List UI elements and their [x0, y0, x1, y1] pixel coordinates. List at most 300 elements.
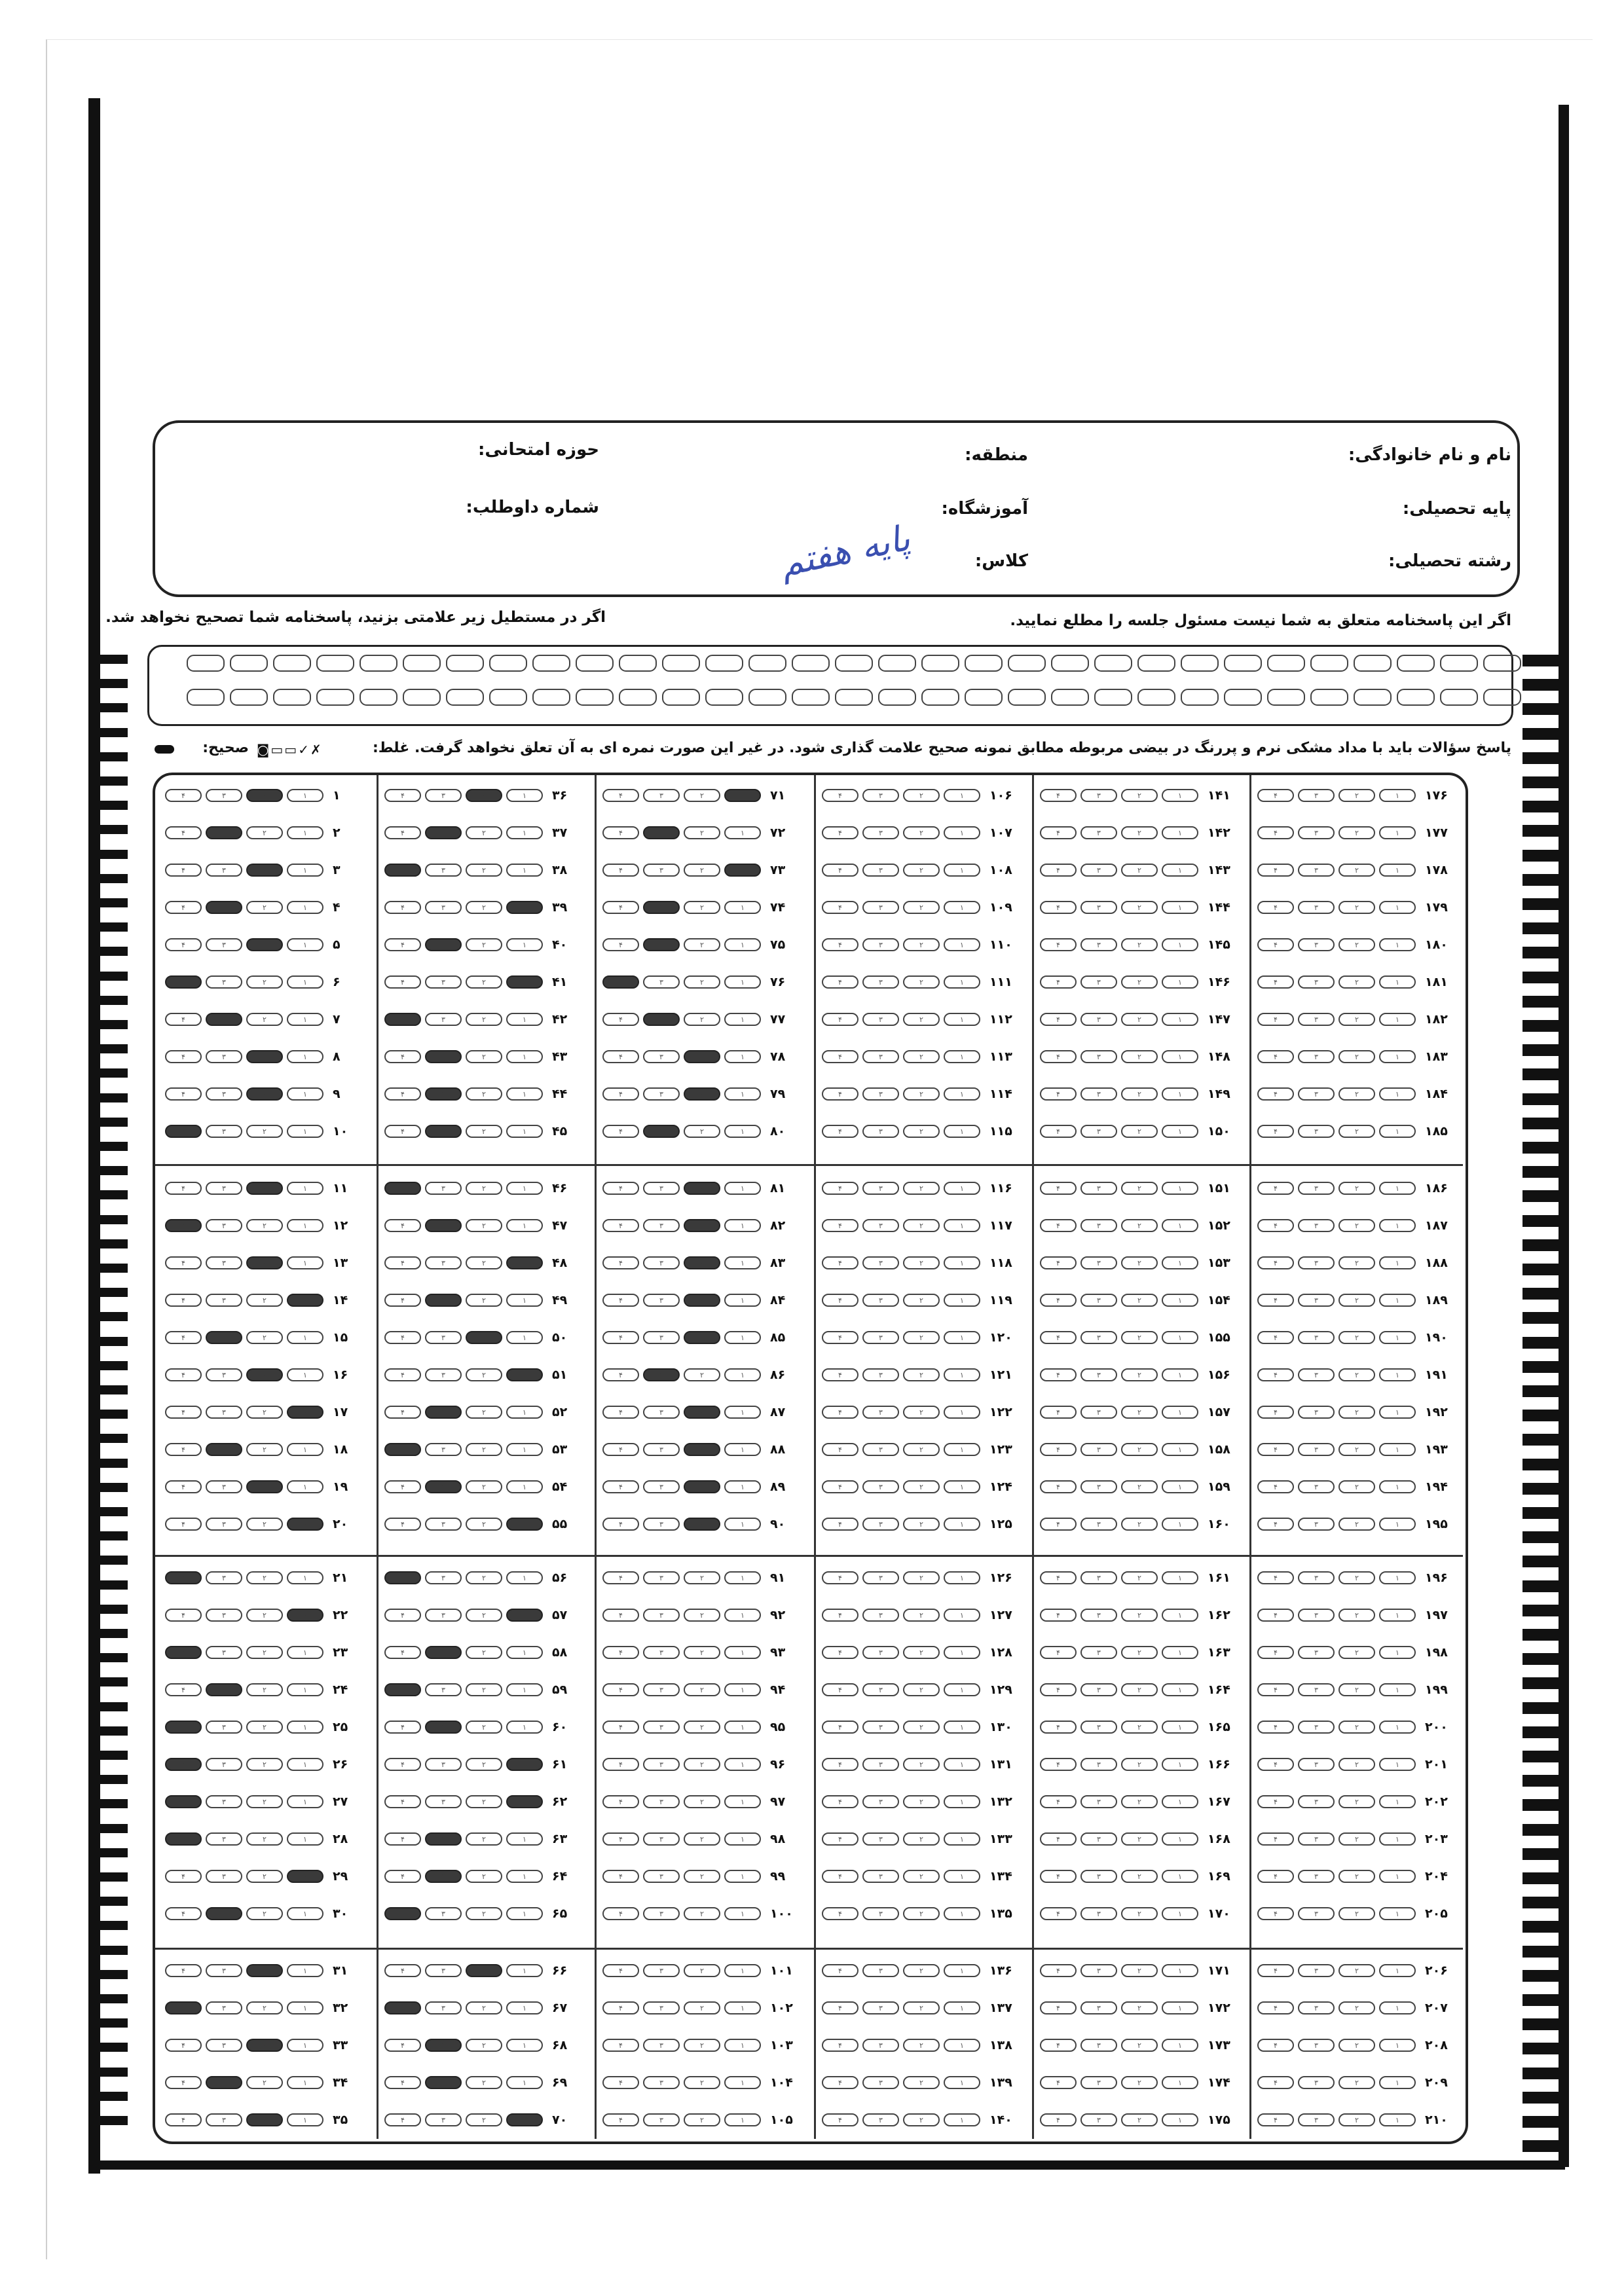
answer-bubble-option-1[interactable]: ۱	[944, 1907, 980, 1920]
answer-bubble-option-2[interactable]: ۲	[903, 1294, 940, 1307]
answer-bubble-option-4[interactable]: ۴	[1257, 1683, 1294, 1696]
answer-bubble-option-2[interactable]: ۲	[684, 789, 720, 802]
answer-bubble-option-3[interactable]: ۳	[862, 2039, 899, 2052]
answer-bubble-option-3[interactable]: ۳	[1080, 826, 1117, 839]
answer-bubble-option-2[interactable]: ۲	[466, 1480, 502, 1493]
answer-bubble-option-2[interactable]: ۲	[466, 1758, 502, 1771]
void-mark-bubble[interactable]	[1310, 689, 1348, 706]
answer-bubble-option-3[interactable]: ۳	[862, 864, 899, 877]
answer-bubble-option-1[interactable]: ۱	[944, 1087, 980, 1101]
answer-bubble-option-4[interactable]: ۴	[1257, 1758, 1294, 1771]
answer-bubble-option-3[interactable]: ۳	[425, 1219, 462, 1232]
answer-bubble-option-4[interactable]: ۴	[165, 1758, 202, 1771]
answer-bubble-option-1[interactable]: ۱	[1162, 789, 1198, 802]
answer-bubble-option-3[interactable]: ۳	[1080, 2039, 1117, 2052]
answer-bubble-option-1[interactable]: ۱	[287, 864, 323, 877]
answer-bubble-option-3[interactable]: ۳	[643, 1795, 680, 1808]
answer-bubble-option-2[interactable]: ۲	[466, 1087, 502, 1101]
answer-bubble-option-4[interactable]: ۴	[384, 1219, 421, 1232]
answer-bubble-option-3[interactable]: ۳	[206, 1870, 242, 1883]
answer-bubble-option-4[interactable]: ۴	[1257, 1256, 1294, 1269]
answer-bubble-option-1[interactable]: ۱	[724, 1795, 761, 1808]
answer-bubble-option-1[interactable]: ۱	[1379, 2001, 1416, 2014]
answer-bubble-option-4[interactable]: ۴	[1257, 1907, 1294, 1920]
answer-bubble-option-4[interactable]: ۴	[1257, 938, 1294, 951]
answer-bubble-option-3[interactable]: ۳	[1298, 1795, 1335, 1808]
answer-bubble-option-4[interactable]: ۴	[1257, 1721, 1294, 1734]
answer-bubble-option-2[interactable]: ۲	[684, 864, 720, 877]
answer-bubble-option-2[interactable]: ۲	[246, 938, 283, 951]
answer-bubble-option-4[interactable]: ۴	[165, 789, 202, 802]
answer-bubble-option-2[interactable]: ۲	[1338, 1331, 1375, 1344]
answer-bubble-option-2[interactable]: ۲	[1338, 938, 1375, 951]
answer-bubble-option-3[interactable]: ۳	[643, 1013, 680, 1026]
answer-bubble-option-2[interactable]: ۲	[246, 1832, 283, 1846]
answer-bubble-option-3[interactable]: ۳	[643, 2076, 680, 2089]
answer-bubble-option-4[interactable]: ۴	[822, 1907, 858, 1920]
answer-bubble-option-3[interactable]: ۳	[1298, 1219, 1335, 1232]
void-mark-bubble[interactable]	[532, 689, 570, 706]
answer-bubble-option-2[interactable]: ۲	[1121, 1721, 1158, 1734]
answer-bubble-option-1[interactable]: ۱	[506, 2001, 543, 2014]
answer-bubble-option-2[interactable]: ۲	[466, 2076, 502, 2089]
answer-bubble-option-3[interactable]: ۳	[862, 1609, 899, 1622]
answer-bubble-option-3[interactable]: ۳	[425, 975, 462, 989]
answer-bubble-option-4[interactable]: ۴	[1040, 975, 1077, 989]
answer-bubble-option-3[interactable]: ۳	[206, 1368, 242, 1381]
answer-bubble-option-1[interactable]: ۱	[944, 1256, 980, 1269]
answer-bubble-option-4[interactable]: ۴	[822, 1294, 858, 1307]
answer-bubble-option-2[interactable]: ۲	[1121, 1331, 1158, 1344]
answer-bubble-option-3[interactable]: ۳	[1080, 1907, 1117, 1920]
answer-bubble-option-4[interactable]: ۴	[165, 1609, 202, 1622]
answer-bubble-option-3[interactable]: ۳	[643, 1219, 680, 1232]
answer-bubble-option-4[interactable]: ۴	[1040, 1443, 1077, 1456]
void-mark-bubble[interactable]	[446, 689, 484, 706]
void-mark-bubble[interactable]	[230, 655, 268, 672]
answer-bubble-option-1[interactable]: ۱	[1162, 1832, 1198, 1846]
answer-bubble-option-4[interactable]: ۴	[165, 975, 202, 989]
answer-bubble-option-1[interactable]: ۱	[724, 1721, 761, 1734]
answer-bubble-option-4[interactable]: ۴	[384, 826, 421, 839]
answer-bubble-option-3[interactable]: ۳	[206, 1646, 242, 1659]
answer-bubble-option-2[interactable]: ۲	[1121, 1125, 1158, 1138]
answer-bubble-option-1[interactable]: ۱	[724, 2113, 761, 2126]
answer-bubble-option-3[interactable]: ۳	[643, 1480, 680, 1493]
answer-bubble-option-2[interactable]: ۲	[903, 1087, 940, 1101]
answer-bubble-option-3[interactable]: ۳	[425, 1480, 462, 1493]
answer-bubble-option-4[interactable]: ۴	[822, 1870, 858, 1883]
answer-bubble-option-2[interactable]: ۲	[684, 1907, 720, 1920]
answer-bubble-option-3[interactable]: ۳	[206, 826, 242, 839]
answer-bubble-option-2[interactable]: ۲	[684, 1795, 720, 1808]
answer-bubble-option-2[interactable]: ۲	[466, 826, 502, 839]
answer-bubble-option-3[interactable]: ۳	[1080, 1182, 1117, 1195]
answer-bubble-option-4[interactable]: ۴	[1040, 789, 1077, 802]
answer-bubble-option-2[interactable]: ۲	[1121, 1443, 1158, 1456]
answer-bubble-option-3[interactable]: ۳	[643, 2039, 680, 2052]
answer-bubble-option-3[interactable]: ۳	[1080, 1050, 1117, 1063]
answer-bubble-option-1[interactable]: ۱	[1379, 1182, 1416, 1195]
answer-bubble-option-4[interactable]: ۴	[822, 1125, 858, 1138]
answer-bubble-option-2[interactable]: ۲	[684, 1721, 720, 1734]
answer-bubble-option-1[interactable]: ۱	[506, 975, 543, 989]
answer-bubble-option-4[interactable]: ۴	[822, 1571, 858, 1584]
answer-bubble-option-1[interactable]: ۱	[1379, 2076, 1416, 2089]
answer-bubble-option-2[interactable]: ۲	[466, 1050, 502, 1063]
answer-bubble-option-2[interactable]: ۲	[246, 1182, 283, 1195]
answer-bubble-option-1[interactable]: ۱	[287, 1294, 323, 1307]
answer-bubble-option-2[interactable]: ۲	[246, 975, 283, 989]
answer-bubble-option-3[interactable]: ۳	[862, 2113, 899, 2126]
answer-bubble-option-1[interactable]: ۱	[944, 1832, 980, 1846]
answer-bubble-option-1[interactable]: ۱	[944, 938, 980, 951]
answer-bubble-option-3[interactable]: ۳	[862, 1480, 899, 1493]
answer-bubble-option-3[interactable]: ۳	[206, 1219, 242, 1232]
answer-bubble-option-1[interactable]: ۱	[944, 1518, 980, 1531]
answer-bubble-option-4[interactable]: ۴	[822, 1646, 858, 1659]
void-mark-bubble[interactable]	[230, 689, 268, 706]
answer-bubble-option-4[interactable]: ۴	[602, 901, 639, 914]
answer-bubble-option-4[interactable]: ۴	[1040, 1406, 1077, 1419]
answer-bubble-option-3[interactable]: ۳	[206, 1683, 242, 1696]
answer-bubble-option-3[interactable]: ۳	[643, 1907, 680, 1920]
answer-bubble-option-3[interactable]: ۳	[206, 864, 242, 877]
answer-bubble-option-3[interactable]: ۳	[206, 1087, 242, 1101]
answer-bubble-option-1[interactable]: ۱	[724, 1013, 761, 1026]
answer-bubble-option-4[interactable]: ۴	[1040, 1256, 1077, 1269]
answer-bubble-option-1[interactable]: ۱	[287, 826, 323, 839]
answer-bubble-option-4[interactable]: ۴	[165, 1182, 202, 1195]
answer-bubble-option-1[interactable]: ۱	[944, 1294, 980, 1307]
answer-bubble-option-2[interactable]: ۲	[246, 1050, 283, 1063]
void-mark-bubble[interactable]	[921, 689, 959, 706]
answer-bubble-option-3[interactable]: ۳	[206, 938, 242, 951]
answer-bubble-option-1[interactable]: ۱	[506, 1443, 543, 1456]
answer-bubble-option-4[interactable]: ۴	[1257, 1219, 1294, 1232]
answer-bubble-option-3[interactable]: ۳	[425, 1518, 462, 1531]
answer-bubble-option-1[interactable]: ۱	[1379, 1609, 1416, 1622]
answer-bubble-option-3[interactable]: ۳	[643, 1256, 680, 1269]
answer-bubble-option-2[interactable]: ۲	[903, 2001, 940, 2014]
answer-bubble-option-4[interactable]: ۴	[602, 1571, 639, 1584]
answer-bubble-option-1[interactable]: ۱	[1162, 1368, 1198, 1381]
answer-bubble-option-4[interactable]: ۴	[602, 1646, 639, 1659]
answer-bubble-option-4[interactable]: ۴	[165, 1832, 202, 1846]
answer-bubble-option-4[interactable]: ۴	[602, 1870, 639, 1883]
answer-bubble-option-3[interactable]: ۳	[643, 901, 680, 914]
answer-bubble-option-3[interactable]: ۳	[425, 1870, 462, 1883]
void-mark-bubble[interactable]	[1483, 689, 1521, 706]
answer-bubble-option-2[interactable]: ۲	[1121, 864, 1158, 877]
answer-bubble-option-2[interactable]: ۲	[684, 2076, 720, 2089]
answer-bubble-option-2[interactable]: ۲	[684, 1480, 720, 1493]
answer-bubble-option-4[interactable]: ۴	[1257, 2039, 1294, 2052]
answer-bubble-option-4[interactable]: ۴	[1257, 1964, 1294, 1977]
answer-bubble-option-1[interactable]: ۱	[944, 1013, 980, 1026]
answer-bubble-option-1[interactable]: ۱	[1379, 2039, 1416, 2052]
answer-bubble-option-3[interactable]: ۳	[1298, 975, 1335, 989]
void-mark-bubble[interactable]	[1224, 655, 1262, 672]
answer-bubble-option-4[interactable]: ۴	[384, 1964, 421, 1977]
answer-bubble-option-2[interactable]: ۲	[684, 2001, 720, 2014]
answer-bubble-option-4[interactable]: ۴	[602, 1294, 639, 1307]
answer-bubble-option-4[interactable]: ۴	[822, 1050, 858, 1063]
answer-bubble-option-2[interactable]: ۲	[903, 1256, 940, 1269]
answer-bubble-option-2[interactable]: ۲	[1121, 1182, 1158, 1195]
answer-bubble-option-2[interactable]: ۲	[1121, 1256, 1158, 1269]
answer-bubble-option-2[interactable]: ۲	[1121, 1571, 1158, 1584]
answer-bubble-option-2[interactable]: ۲	[466, 1907, 502, 1920]
answer-bubble-option-3[interactable]: ۳	[425, 1294, 462, 1307]
answer-bubble-option-3[interactable]: ۳	[206, 1443, 242, 1456]
answer-bubble-option-2[interactable]: ۲	[466, 1518, 502, 1531]
void-mark-bubble[interactable]	[1440, 689, 1478, 706]
answer-bubble-option-3[interactable]: ۳	[425, 1683, 462, 1696]
answer-bubble-option-2[interactable]: ۲	[684, 901, 720, 914]
answer-bubble-option-2[interactable]: ۲	[246, 1518, 283, 1531]
answer-bubble-option-1[interactable]: ۱	[287, 1907, 323, 1920]
answer-bubble-option-2[interactable]: ۲	[684, 1368, 720, 1381]
answer-bubble-option-4[interactable]: ۴	[1040, 1609, 1077, 1622]
answer-bubble-option-4[interactable]: ۴	[165, 2039, 202, 2052]
answer-bubble-option-1[interactable]: ۱	[287, 2113, 323, 2126]
answer-bubble-option-1[interactable]: ۱	[1162, 2039, 1198, 2052]
answer-bubble-option-2[interactable]: ۲	[246, 1480, 283, 1493]
void-mark-bubble[interactable]	[489, 689, 527, 706]
answer-bubble-option-4[interactable]: ۴	[822, 1609, 858, 1622]
answer-bubble-option-2[interactable]: ۲	[466, 1832, 502, 1846]
void-mark-bubble[interactable]	[532, 655, 570, 672]
answer-bubble-option-1[interactable]: ۱	[1379, 1480, 1416, 1493]
answer-bubble-option-1[interactable]: ۱	[944, 864, 980, 877]
answer-bubble-option-1[interactable]: ۱	[1379, 1758, 1416, 1771]
answer-bubble-option-3[interactable]: ۳	[425, 1646, 462, 1659]
void-mark-bubble[interactable]	[446, 655, 484, 672]
answer-bubble-option-4[interactable]: ۴	[602, 1256, 639, 1269]
answer-bubble-option-2[interactable]: ۲	[684, 1646, 720, 1659]
answer-bubble-option-4[interactable]: ۴	[1257, 1870, 1294, 1883]
answer-bubble-option-3[interactable]: ۳	[206, 2001, 242, 2014]
answer-bubble-option-4[interactable]: ۴	[822, 1013, 858, 1026]
answer-bubble-option-4[interactable]: ۴	[384, 1795, 421, 1808]
answer-bubble-option-1[interactable]: ۱	[944, 1406, 980, 1419]
answer-bubble-option-1[interactable]: ۱	[1162, 1870, 1198, 1883]
answer-bubble-option-1[interactable]: ۱	[1162, 938, 1198, 951]
answer-bubble-option-2[interactable]: ۲	[684, 826, 720, 839]
answer-bubble-option-4[interactable]: ۴	[384, 1646, 421, 1659]
answer-bubble-option-1[interactable]: ۱	[1379, 1518, 1416, 1531]
answer-bubble-option-3[interactable]: ۳	[862, 1125, 899, 1138]
answer-bubble-option-3[interactable]: ۳	[1080, 789, 1117, 802]
answer-bubble-option-1[interactable]: ۱	[1162, 1182, 1198, 1195]
answer-bubble-option-1[interactable]: ۱	[287, 1870, 323, 1883]
answer-bubble-option-3[interactable]: ۳	[425, 1331, 462, 1344]
answer-bubble-option-2[interactable]: ۲	[1121, 1907, 1158, 1920]
answer-bubble-option-4[interactable]: ۴	[602, 1832, 639, 1846]
answer-bubble-option-2[interactable]: ۲	[246, 1125, 283, 1138]
answer-bubble-option-3[interactable]: ۳	[425, 1907, 462, 1920]
answer-bubble-option-4[interactable]: ۴	[1257, 1368, 1294, 1381]
answer-bubble-option-3[interactable]: ۳	[425, 1050, 462, 1063]
void-mark-bubble[interactable]	[1354, 655, 1392, 672]
answer-bubble-option-2[interactable]: ۲	[1121, 1964, 1158, 1977]
void-mark-bubble[interactable]	[489, 655, 527, 672]
answer-bubble-option-4[interactable]: ۴	[822, 2001, 858, 2014]
answer-bubble-option-2[interactable]: ۲	[1338, 1683, 1375, 1696]
answer-bubble-option-1[interactable]: ۱	[287, 938, 323, 951]
answer-bubble-option-3[interactable]: ۳	[206, 1125, 242, 1138]
answer-bubble-option-2[interactable]: ۲	[1338, 1832, 1375, 1846]
answer-bubble-option-3[interactable]: ۳	[1298, 1256, 1335, 1269]
answer-bubble-option-3[interactable]: ۳	[206, 1795, 242, 1808]
answer-bubble-option-4[interactable]: ۴	[165, 1646, 202, 1659]
answer-bubble-option-1[interactable]: ۱	[724, 1182, 761, 1195]
answer-bubble-option-2[interactable]: ۲	[903, 1368, 940, 1381]
answer-bubble-option-2[interactable]: ۲	[246, 1294, 283, 1307]
answer-bubble-option-3[interactable]: ۳	[1298, 789, 1335, 802]
answer-bubble-option-3[interactable]: ۳	[425, 1795, 462, 1808]
answer-bubble-option-4[interactable]: ۴	[165, 2076, 202, 2089]
answer-bubble-option-1[interactable]: ۱	[724, 1518, 761, 1531]
answer-bubble-option-2[interactable]: ۲	[466, 1646, 502, 1659]
answer-bubble-option-4[interactable]: ۴	[165, 938, 202, 951]
answer-bubble-option-3[interactable]: ۳	[425, 1758, 462, 1771]
answer-bubble-option-2[interactable]: ۲	[466, 1870, 502, 1883]
answer-bubble-option-3[interactable]: ۳	[862, 1050, 899, 1063]
answer-bubble-option-1[interactable]: ۱	[724, 1646, 761, 1659]
answer-bubble-option-1[interactable]: ۱	[944, 1646, 980, 1659]
answer-bubble-option-4[interactable]: ۴	[1257, 826, 1294, 839]
answer-bubble-option-1[interactable]: ۱	[287, 1182, 323, 1195]
answer-bubble-option-3[interactable]: ۳	[862, 1182, 899, 1195]
answer-bubble-option-4[interactable]: ۴	[602, 1406, 639, 1419]
answer-bubble-option-1[interactable]: ۱	[1162, 1721, 1198, 1734]
answer-bubble-option-2[interactable]: ۲	[1338, 1907, 1375, 1920]
answer-bubble-option-2[interactable]: ۲	[1121, 1795, 1158, 1808]
answer-bubble-option-2[interactable]: ۲	[466, 2113, 502, 2126]
answer-bubble-option-3[interactable]: ۳	[425, 1368, 462, 1381]
answer-bubble-option-3[interactable]: ۳	[425, 1832, 462, 1846]
answer-bubble-option-4[interactable]: ۴	[1257, 1050, 1294, 1063]
answer-bubble-option-3[interactable]: ۳	[1080, 1683, 1117, 1696]
answer-bubble-option-3[interactable]: ۳	[643, 1518, 680, 1531]
answer-bubble-option-3[interactable]: ۳	[1080, 864, 1117, 877]
answer-bubble-option-2[interactable]: ۲	[1338, 1406, 1375, 1419]
answer-bubble-option-1[interactable]: ۱	[1379, 1683, 1416, 1696]
answer-bubble-option-4[interactable]: ۴	[602, 2001, 639, 2014]
answer-bubble-option-4[interactable]: ۴	[384, 901, 421, 914]
answer-bubble-option-2[interactable]: ۲	[246, 1443, 283, 1456]
answer-bubble-option-3[interactable]: ۳	[1080, 1964, 1117, 1977]
answer-bubble-option-4[interactable]: ۴	[822, 1087, 858, 1101]
void-mark-bubble[interactable]	[360, 689, 397, 706]
answer-bubble-option-3[interactable]: ۳	[425, 864, 462, 877]
void-mark-bubble[interactable]	[662, 655, 700, 672]
answer-bubble-option-3[interactable]: ۳	[206, 1571, 242, 1584]
void-mark-bubble[interactable]	[1137, 689, 1175, 706]
answer-bubble-option-3[interactable]: ۳	[425, 2001, 462, 2014]
answer-bubble-option-1[interactable]: ۱	[1379, 1294, 1416, 1307]
answer-bubble-option-2[interactable]: ۲	[684, 938, 720, 951]
answer-bubble-option-2[interactable]: ۲	[1338, 1870, 1375, 1883]
void-mark-bubble[interactable]	[792, 689, 830, 706]
answer-bubble-option-4[interactable]: ۴	[1257, 1571, 1294, 1584]
answer-bubble-option-3[interactable]: ۳	[862, 901, 899, 914]
answer-bubble-option-1[interactable]: ۱	[724, 1609, 761, 1622]
answer-bubble-option-2[interactable]: ۲	[466, 1125, 502, 1138]
answer-bubble-option-3[interactable]: ۳	[1080, 1331, 1117, 1344]
answer-bubble-option-1[interactable]: ۱	[506, 2039, 543, 2052]
answer-bubble-option-1[interactable]: ۱	[506, 1013, 543, 1026]
answer-bubble-option-3[interactable]: ۳	[1080, 1294, 1117, 1307]
answer-bubble-option-4[interactable]: ۴	[165, 864, 202, 877]
answer-bubble-option-2[interactable]: ۲	[1338, 1050, 1375, 1063]
answer-bubble-option-2[interactable]: ۲	[246, 2076, 283, 2089]
answer-bubble-option-2[interactable]: ۲	[903, 1609, 940, 1622]
answer-bubble-option-3[interactable]: ۳	[1298, 1758, 1335, 1771]
answer-bubble-option-4[interactable]: ۴	[1040, 1125, 1077, 1138]
answer-bubble-option-4[interactable]: ۴	[602, 1443, 639, 1456]
answer-bubble-option-3[interactable]: ۳	[425, 1609, 462, 1622]
answer-bubble-option-3[interactable]: ۳	[1298, 826, 1335, 839]
answer-bubble-option-3[interactable]: ۳	[1298, 1571, 1335, 1584]
answer-bubble-option-3[interactable]: ۳	[862, 1721, 899, 1734]
answer-bubble-option-4[interactable]: ۴	[602, 789, 639, 802]
answer-bubble-option-3[interactable]: ۳	[1080, 1870, 1117, 1883]
void-mark-bubble[interactable]	[1397, 655, 1435, 672]
void-mark-bubble[interactable]	[403, 689, 441, 706]
answer-bubble-option-4[interactable]: ۴	[165, 1571, 202, 1584]
answer-bubble-option-3[interactable]: ۳	[1080, 2001, 1117, 2014]
answer-bubble-option-1[interactable]: ۱	[287, 1368, 323, 1381]
answer-bubble-option-2[interactable]: ۲	[246, 1795, 283, 1808]
answer-bubble-option-1[interactable]: ۱	[724, 826, 761, 839]
answer-bubble-option-1[interactable]: ۱	[944, 1683, 980, 1696]
answer-bubble-option-3[interactable]: ۳	[643, 864, 680, 877]
answer-bubble-option-4[interactable]: ۴	[384, 1721, 421, 1734]
answer-bubble-option-1[interactable]: ۱	[506, 1758, 543, 1771]
answer-bubble-option-4[interactable]: ۴	[602, 2076, 639, 2089]
answer-bubble-option-4[interactable]: ۴	[822, 826, 858, 839]
answer-bubble-option-3[interactable]: ۳	[862, 789, 899, 802]
answer-bubble-option-4[interactable]: ۴	[384, 1406, 421, 1419]
answer-bubble-option-2[interactable]: ۲	[684, 2039, 720, 2052]
answer-bubble-option-3[interactable]: ۳	[862, 1870, 899, 1883]
answer-bubble-option-1[interactable]: ۱	[287, 2039, 323, 2052]
answer-bubble-option-2[interactable]: ۲	[684, 1683, 720, 1696]
answer-bubble-option-2[interactable]: ۲	[1121, 901, 1158, 914]
answer-bubble-option-3[interactable]: ۳	[1298, 1050, 1335, 1063]
answer-bubble-option-3[interactable]: ۳	[862, 1571, 899, 1584]
answer-bubble-option-1[interactable]: ۱	[1162, 1256, 1198, 1269]
answer-bubble-option-3[interactable]: ۳	[862, 2001, 899, 2014]
answer-bubble-option-2[interactable]: ۲	[466, 938, 502, 951]
answer-bubble-option-4[interactable]: ۴	[165, 1683, 202, 1696]
answer-bubble-option-3[interactable]: ۳	[206, 1907, 242, 1920]
answer-bubble-option-2[interactable]: ۲	[903, 1443, 940, 1456]
answer-bubble-option-1[interactable]: ۱	[1162, 1795, 1198, 1808]
answer-bubble-option-3[interactable]: ۳	[425, 2076, 462, 2089]
answer-bubble-option-2[interactable]: ۲	[1121, 1368, 1158, 1381]
answer-bubble-option-2[interactable]: ۲	[246, 1964, 283, 1977]
answer-bubble-option-4[interactable]: ۴	[602, 1050, 639, 1063]
answer-bubble-option-2[interactable]: ۲	[1121, 1480, 1158, 1493]
answer-bubble-option-2[interactable]: ۲	[1121, 1406, 1158, 1419]
answer-bubble-option-4[interactable]: ۴	[1040, 1182, 1077, 1195]
answer-bubble-option-4[interactable]: ۴	[384, 975, 421, 989]
answer-bubble-option-2[interactable]: ۲	[903, 1721, 940, 1734]
